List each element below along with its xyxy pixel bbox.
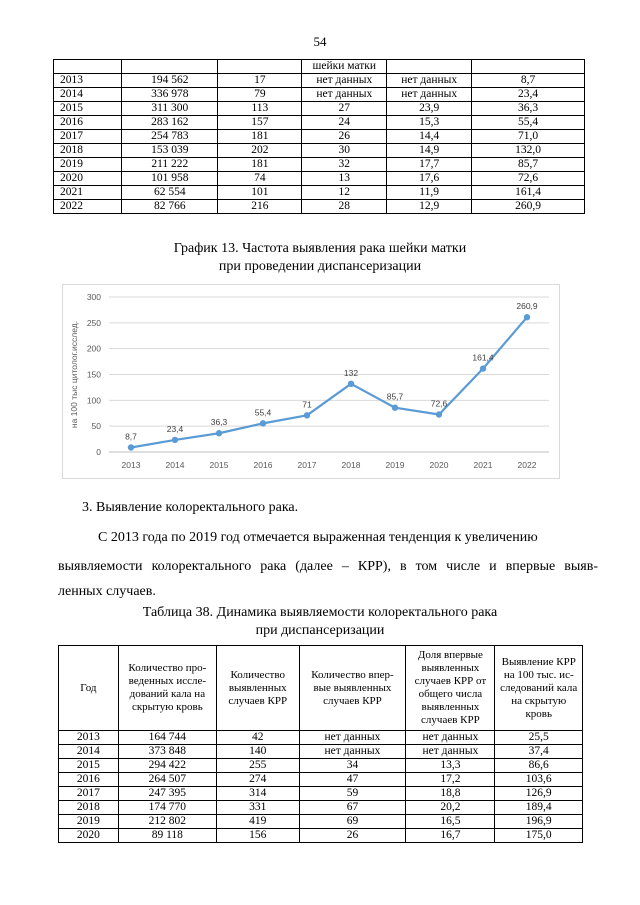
y-axis-label: на 100 тыс цитолог.исслед. (69, 320, 79, 429)
table-cell: 194 562 (122, 74, 218, 88)
table-cell: 30 (302, 144, 387, 158)
table-caption-line2: при диспансеризации (255, 623, 385, 638)
table-cell: 2019 (54, 158, 122, 172)
table-cell: 336 978 (122, 88, 218, 102)
table-row (54, 144, 585, 158)
paragraph-line-3: ленных случаев. (58, 584, 156, 599)
table-header-cell: Выявление КРР на 100 тыс. ис-следований кала на скрытую кровь (495, 646, 583, 731)
table-cell: 2019 (59, 815, 119, 829)
table-cervical-cancer (53, 59, 585, 214)
table-cell: 2021 (54, 186, 122, 200)
data-point (524, 314, 530, 320)
page-number: 54 (313, 34, 327, 49)
table-cell: 14,4 (387, 130, 472, 144)
x-tick-label: 2022 (517, 460, 537, 470)
table-row (59, 759, 583, 773)
table-cell: 24 (302, 116, 387, 130)
table-cell: 15,3 (387, 116, 472, 130)
table-cell: 264 507 (118, 773, 216, 787)
table-cell: нет данных (302, 74, 387, 88)
y-tick-label: 300 (86, 292, 101, 302)
table-row (54, 172, 585, 186)
table-cell: 32 (302, 158, 387, 172)
table-row (54, 158, 585, 172)
table-cell: 42 (216, 731, 299, 745)
table-cell: 189,4 (495, 801, 583, 815)
table-cell: 2017 (59, 787, 119, 801)
x-tick-label: 2013 (121, 460, 141, 470)
table-cell: 254 783 (122, 130, 218, 144)
table-colorectal-cancer (58, 645, 583, 843)
table-cell: 294 422 (118, 759, 216, 773)
data-label: 260,9 (516, 301, 538, 312)
table-row (59, 801, 583, 815)
data-point (392, 405, 398, 411)
table-cell: 103,6 (495, 773, 583, 787)
table-cell: 113 (218, 102, 302, 116)
x-tick-label: 2014 (165, 460, 185, 470)
table-cell: нет данных (406, 745, 495, 759)
data-label: 85,7 (386, 391, 404, 402)
table-cell: 14,9 (387, 144, 472, 158)
table-cell: 202 (218, 144, 302, 158)
table-header-fragment-row (54, 60, 585, 74)
table-caption-line1: Таблица 38. Динамика выявляемости колоректального рака (142, 605, 498, 620)
data-label: 8,7 (125, 431, 137, 442)
table-cell: 101 958 (122, 172, 218, 186)
data-label: 23,4 (166, 423, 184, 434)
table-cell: 36,3 (472, 102, 585, 116)
table-cell: 2016 (59, 773, 119, 787)
table-cell: 69 (299, 815, 406, 829)
table-cell: 157 (218, 116, 302, 130)
table-row (59, 745, 583, 759)
table-cell: 26 (302, 130, 387, 144)
x-tick-label: 2017 (297, 460, 317, 470)
table-cell: нет данных (387, 74, 472, 88)
data-point (304, 412, 310, 418)
table-cell: 2015 (59, 759, 119, 773)
table-cell: 28 (302, 200, 387, 214)
table-cell: нет данных (299, 731, 406, 745)
table-row (59, 829, 583, 843)
data-label: 55,4 (254, 407, 272, 418)
table-cell: 314 (216, 787, 299, 801)
table-cell: 161,4 (472, 186, 585, 200)
y-tick-label: 100 (86, 395, 101, 406)
table-cell: 255 (216, 759, 299, 773)
table-cell: 79 (218, 88, 302, 102)
table-cell: 86,6 (495, 759, 583, 773)
table-row (59, 773, 583, 787)
table-cell: 55,4 (472, 116, 585, 130)
data-point (128, 444, 134, 450)
table-cell: нет данных (406, 731, 495, 745)
table-cell: 34 (299, 759, 406, 773)
table-cell: нет данных (302, 88, 387, 102)
data-point (348, 381, 354, 387)
table-cell: 20,2 (406, 801, 495, 815)
paragraph-line-2: выявляемости колоректального рака (далее – КРР), в том числе и впервые выяв- (58, 559, 598, 574)
table-cell: 17,7 (387, 158, 472, 172)
data-label: 71 (302, 399, 312, 410)
x-tick-label: 2016 (253, 460, 273, 470)
x-tick-label: 2020 (429, 460, 449, 470)
table-cell: нет данных (299, 745, 406, 759)
table-row (59, 731, 583, 745)
table-cell: 174 770 (118, 801, 216, 815)
table-cell: 17 (218, 74, 302, 88)
data-point (436, 411, 442, 417)
table-header-cell: Количество выявленных случаев КРР (216, 646, 299, 731)
table-cell: 132,0 (472, 144, 585, 158)
y-tick-label: 200 (86, 343, 101, 354)
table-cell: 216 (218, 200, 302, 214)
table-cell: 2018 (54, 144, 122, 158)
data-label: 132 (343, 367, 359, 378)
table-cell: 211 222 (122, 158, 218, 172)
table-cell: 27 (302, 102, 387, 116)
data-label: 36,3 (210, 417, 228, 428)
chart-container (62, 284, 560, 479)
table-cell: шейки матки (302, 60, 387, 74)
table-cell: 274 (216, 773, 299, 787)
table-cell (122, 60, 218, 74)
table-header-cell: Год (59, 646, 119, 731)
x-tick-label: 2019 (385, 460, 405, 470)
table-header-row (59, 646, 583, 731)
table-cell: 153 039 (122, 144, 218, 158)
table-cell: 101 (218, 186, 302, 200)
table-cell: 59 (299, 787, 406, 801)
table-cell: 37,4 (495, 745, 583, 759)
table-cell: 16,7 (406, 829, 495, 843)
table-cell: 2022 (54, 200, 122, 214)
table-cell: 12 (302, 186, 387, 200)
table-cell: 196,9 (495, 815, 583, 829)
table-cell: 2013 (54, 74, 122, 88)
table-cell: 126,9 (495, 787, 583, 801)
table-cell: 164 744 (118, 731, 216, 745)
table-cell: 283 162 (122, 116, 218, 130)
table-cell: 85,7 (472, 158, 585, 172)
table-cell: 8,7 (472, 74, 585, 88)
table-cell: 26 (299, 829, 406, 843)
table-cell: 47 (299, 773, 406, 787)
table-row (59, 787, 583, 801)
table-cell (387, 60, 472, 74)
table-cell: 2016 (54, 116, 122, 130)
data-label: 161,4 (472, 352, 494, 363)
table-header-cell: Доля впервые выявленных случаев КРР от общего числа выявленных случаев КРР (406, 646, 495, 731)
table-cell: 2017 (54, 130, 122, 144)
table-cell: 2015 (54, 102, 122, 116)
table-cell: 72,6 (472, 172, 585, 186)
table-cell: 74 (218, 172, 302, 186)
table-cell: 140 (216, 745, 299, 759)
table-cell: 67 (299, 801, 406, 815)
table-cell: 175,0 (495, 829, 583, 843)
table-cell (54, 60, 122, 74)
y-tick-label: 250 (86, 317, 101, 328)
table-cell: 13,3 (406, 759, 495, 773)
table-cell (218, 60, 302, 74)
table-cell: 247 395 (118, 787, 216, 801)
table-row (54, 88, 585, 102)
y-tick-label: 0 (96, 447, 101, 457)
table-cell: 2014 (59, 745, 119, 759)
paragraph-line-1: С 2013 года по 2019 год отмечается выраженная тенденция к увеличению (98, 530, 538, 545)
data-point (216, 430, 222, 436)
table-cell: 2020 (54, 172, 122, 186)
x-tick-label: 2018 (341, 460, 361, 470)
table-cell: 2018 (59, 801, 119, 815)
table-row (54, 102, 585, 116)
table-row (54, 74, 585, 88)
x-tick-label: 2021 (473, 460, 493, 470)
table-cell: 181 (218, 130, 302, 144)
table-cell: 156 (216, 829, 299, 843)
line-chart (63, 285, 559, 478)
table-header-cell: Количество впер-вые выявленных случаев КРР (299, 646, 406, 731)
table-cell: 12,9 (387, 200, 472, 214)
table-cell: 212 802 (118, 815, 216, 829)
table-cell: 23,4 (472, 88, 585, 102)
table-row (54, 130, 585, 144)
table-cell: 18,8 (406, 787, 495, 801)
table-cell: 181 (218, 158, 302, 172)
table-cell: 23,9 (387, 102, 472, 116)
table-cell: 17,6 (387, 172, 472, 186)
table-cell: 419 (216, 815, 299, 829)
table-cell: 71,0 (472, 130, 585, 144)
table-cell: 89 118 (118, 829, 216, 843)
table-cell: 11,9 (387, 186, 472, 200)
y-tick-label: 150 (86, 369, 101, 380)
table-cell: 25,5 (495, 731, 583, 745)
chart-caption-line1: График 13. Частота выявления рака шейки матки (173, 241, 467, 256)
table-cell: 2020 (59, 829, 119, 843)
table-row (54, 200, 585, 214)
table-row (54, 186, 585, 200)
table-cell (472, 60, 585, 74)
data-point (480, 365, 486, 371)
table-cell: 17,2 (406, 773, 495, 787)
table-row (59, 815, 583, 829)
table-cell: 2014 (54, 88, 122, 102)
table-cell: 13 (302, 172, 387, 186)
table-cell: 2013 (59, 731, 119, 745)
data-label: 72,6 (430, 398, 448, 409)
table-cell: 82 766 (122, 200, 218, 214)
table-cell: 62 554 (122, 186, 218, 200)
table-header-cell: Количество про-веденных иссле-дований кала на скрытую кровь (118, 646, 216, 731)
table-cell: 311 300 (122, 102, 218, 116)
data-point (260, 420, 266, 426)
table-cell: 260,9 (472, 200, 585, 214)
table-cell: 373 848 (118, 745, 216, 759)
y-tick-label: 50 (91, 421, 101, 432)
table-cell: нет данных (387, 88, 472, 102)
chart-caption-line2: при проведении диспансеризации (218, 259, 422, 274)
table-cell: 16,5 (406, 815, 495, 829)
table-row (54, 116, 585, 130)
table-cell: 331 (216, 801, 299, 815)
data-point (172, 437, 178, 443)
section-heading: 3. Выявление колоректального рака. (82, 500, 299, 515)
x-tick-label: 2015 (209, 460, 229, 470)
series-line (131, 317, 527, 447)
